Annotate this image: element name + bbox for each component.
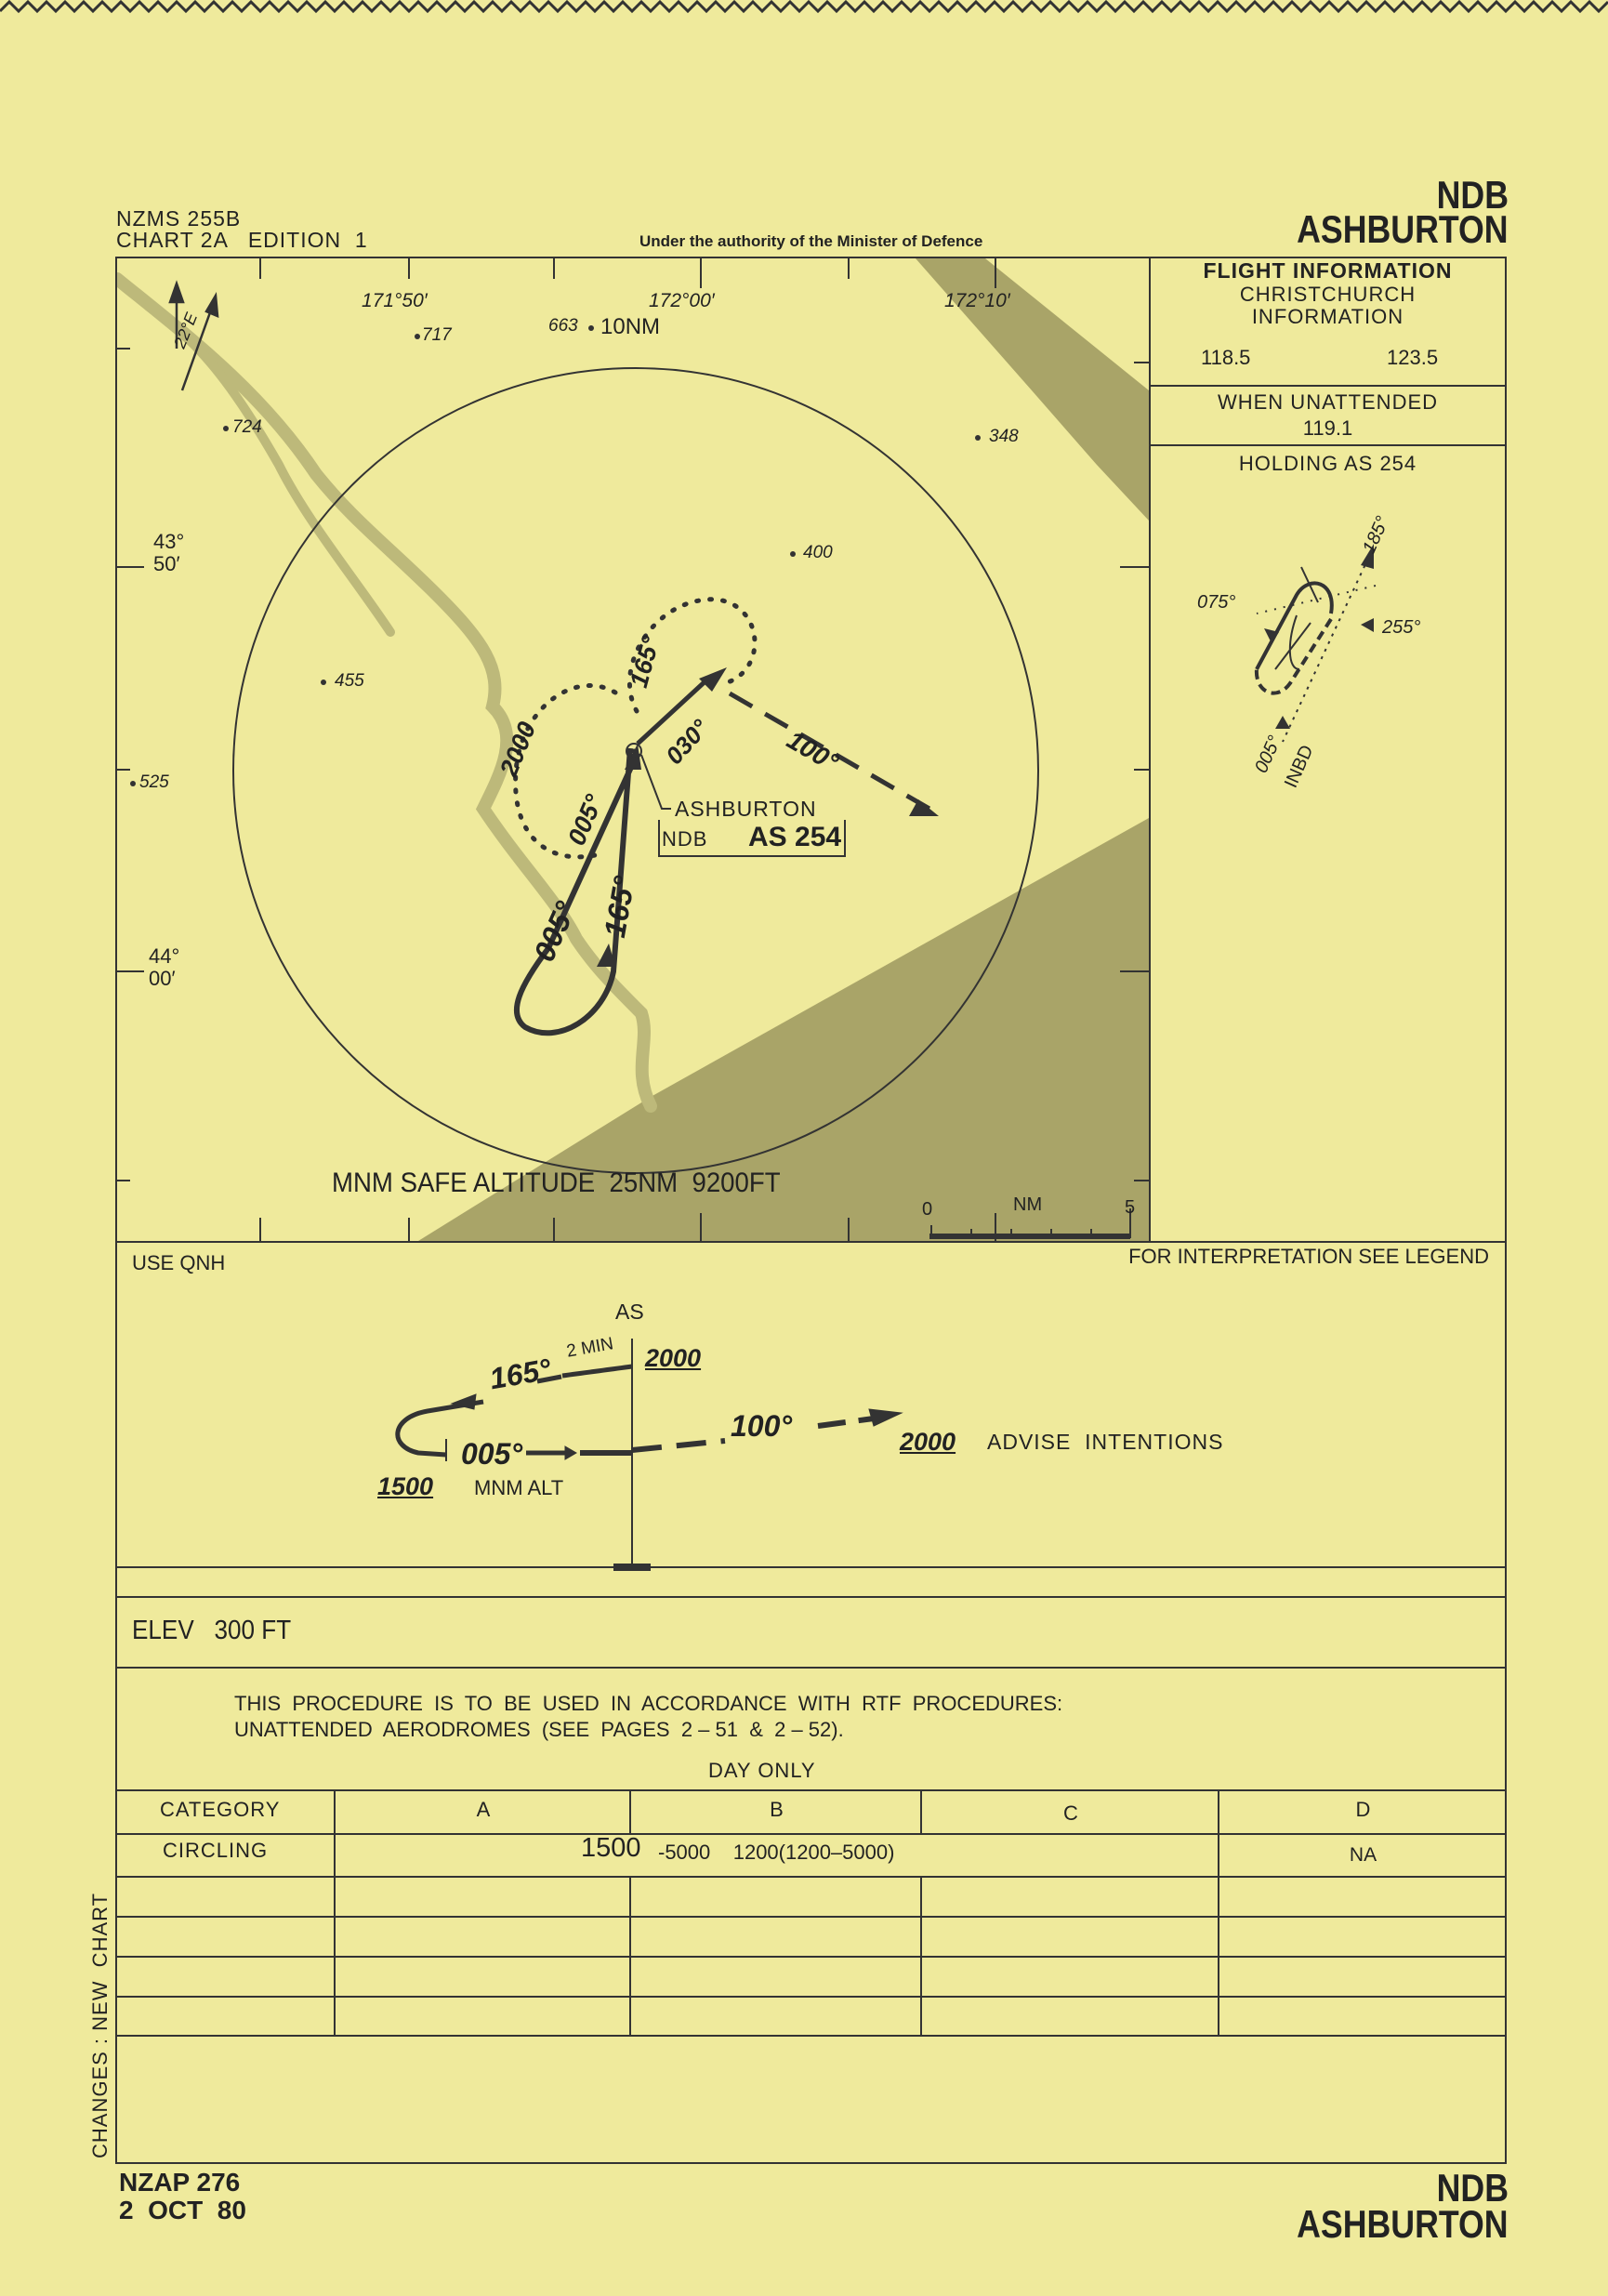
footer-location: ASHBURTON (1297, 2202, 1509, 2246)
longitude-label-2: 172°00′ (649, 290, 715, 311)
profile-track-165: 165° (487, 1352, 554, 1396)
holding-bearing-075: 075° (1197, 592, 1236, 613)
freq-123-5: 123.5 (1387, 346, 1439, 369)
profile-diagram (117, 1320, 1505, 1580)
longitude-label-3: 172°10′ (944, 290, 1010, 311)
spot-height-663: 663 (548, 316, 578, 336)
track-label-2000: 2000 (494, 718, 542, 781)
track-label-165-hold: 165° (625, 633, 666, 691)
holding-pattern-diagram (1151, 483, 1504, 799)
navaid-type: NDB (662, 827, 708, 851)
profile-min-alt: 1500 (377, 1472, 434, 1500)
flight-info-sub1: CHRISTCHURCH (1239, 283, 1417, 306)
flight-info-title: FLIGHT INFORMATION (1203, 258, 1453, 283)
spot-height-348: 348 (989, 427, 1019, 446)
holding-bearing-255: 255° (1382, 617, 1421, 638)
notes-line-2: UNATTENDED AERODROMES (SEE PAGES 2 – 51 & 2 – 52). (234, 1718, 844, 1741)
river-branch (149, 307, 390, 632)
table-row-circling: CIRCLING (163, 1839, 269, 1862)
profile-fix-label: AS (615, 1300, 644, 1324)
spot-height-455: 455 (335, 671, 364, 691)
circling-abc-rest: -5000 1200(1200–5000) (658, 1841, 895, 1864)
flight-info-sub2: INFORMATION (1251, 305, 1404, 328)
aerodrome-elevation: ELEV 300 FT (132, 1616, 292, 1645)
authority-note: Under the authority of the Minister of Defence (639, 232, 983, 250)
spot-height-717: 717 (422, 325, 452, 345)
latitude-label-2-deg: 44° (149, 944, 180, 968)
freq-118-5: 118.5 (1201, 346, 1251, 369)
plan-view-map (117, 258, 1149, 1241)
river (117, 279, 651, 1106)
footer-procedure-type: NDB (1436, 2166, 1509, 2210)
footer-doc: NZAP 276 (119, 2168, 241, 2197)
elev-divider (115, 1667, 1507, 1669)
spot-height-724: 724 (232, 417, 262, 437)
chart-edition: CHART 2A EDITION 1 (116, 228, 368, 252)
circling-d: NA (1349, 1844, 1377, 1866)
ring-label: 10NM (600, 314, 661, 339)
table-header-a: A (476, 1798, 491, 1821)
chart-series: NZMS 255B (116, 206, 242, 231)
changes-note: CHANGES : NEW CHART (88, 1892, 112, 2158)
profile-alt-final: 2000 (900, 1428, 956, 1456)
footer-date: 2 OCT 80 (119, 2196, 246, 2224)
track-label-005-lower: 005° (527, 896, 583, 967)
unattended-freq: 119.1 (1302, 416, 1353, 440)
spot-height-525: 525 (139, 772, 169, 792)
legend-note: FOR INTERPRETATION SEE LEGEND (1128, 1245, 1489, 1268)
scale-unit: NM (1013, 1194, 1043, 1215)
holding-bearing-005: 005° (1251, 732, 1285, 776)
table-header-b: B (770, 1798, 784, 1821)
minima-table (115, 1789, 1507, 2037)
variation-label: 22°E (170, 310, 202, 351)
profile-min-alt-label: MNM ALT (474, 1476, 564, 1499)
track-label-030: 030° (660, 714, 715, 771)
navaid-ident: AS 254 (748, 822, 842, 852)
profile-track-100: 100° (731, 1409, 793, 1443)
track-label-100: 100° (782, 725, 844, 777)
use-qnh: USE QNH (132, 1251, 226, 1274)
unattended-label: WHEN UNATTENDED (1217, 390, 1439, 414)
holding-label: HOLDING AS 254 (1238, 452, 1417, 475)
spot-height-400: 400 (803, 543, 833, 562)
header-location: ASHBURTON (1297, 207, 1509, 251)
table-header-d: D (1355, 1798, 1371, 1821)
day-only: DAY ONLY (708, 1759, 816, 1782)
track-label-165-lower: 165° (598, 873, 641, 941)
profile-track-005: 005° (461, 1437, 523, 1471)
latitude-label-1-deg: 43° (153, 530, 185, 553)
scale-min: 0 (922, 1199, 933, 1220)
circling-abc-main: 1500 (581, 1833, 641, 1863)
profile-time: 2 MIN (565, 1334, 615, 1362)
torn-edge (0, 0, 1608, 22)
plan-profile-divider (115, 1241, 1507, 1243)
info-divider-1 (1149, 385, 1507, 387)
profile-bottom-line-2 (115, 1596, 1507, 1598)
longitude-label-1: 171°50′ (362, 290, 428, 311)
holding-inbd: INBD (1281, 742, 1318, 791)
profile-advise: ADVISE INTENTIONS (987, 1430, 1224, 1454)
table-header-category: CATEGORY (160, 1798, 281, 1821)
msa-note: MNM SAFE ALTITUDE 25NM 9200FT (332, 1168, 781, 1198)
table-header-c: C (1063, 1801, 1078, 1825)
notes-line-1: THIS PROCEDURE IS TO BE USED IN ACCORDANCE WITH RTF PROCEDURES: (234, 1692, 1063, 1715)
profile-bottom-line-1 (115, 1566, 1507, 1568)
info-divider-2 (1149, 444, 1507, 446)
latitude-label-1-min: 50′ (153, 552, 180, 575)
navaid-name: ASHBURTON (675, 797, 817, 821)
latitude-label-2-min: 00′ (149, 967, 176, 990)
profile-alt-outbound: 2000 (645, 1344, 702, 1372)
track-label-005-upper: 005° (562, 790, 609, 850)
header-procedure-type: NDB (1436, 173, 1509, 217)
scale-max: 5 (1125, 1197, 1136, 1218)
holding-bearing-185: 185° (1359, 513, 1393, 557)
